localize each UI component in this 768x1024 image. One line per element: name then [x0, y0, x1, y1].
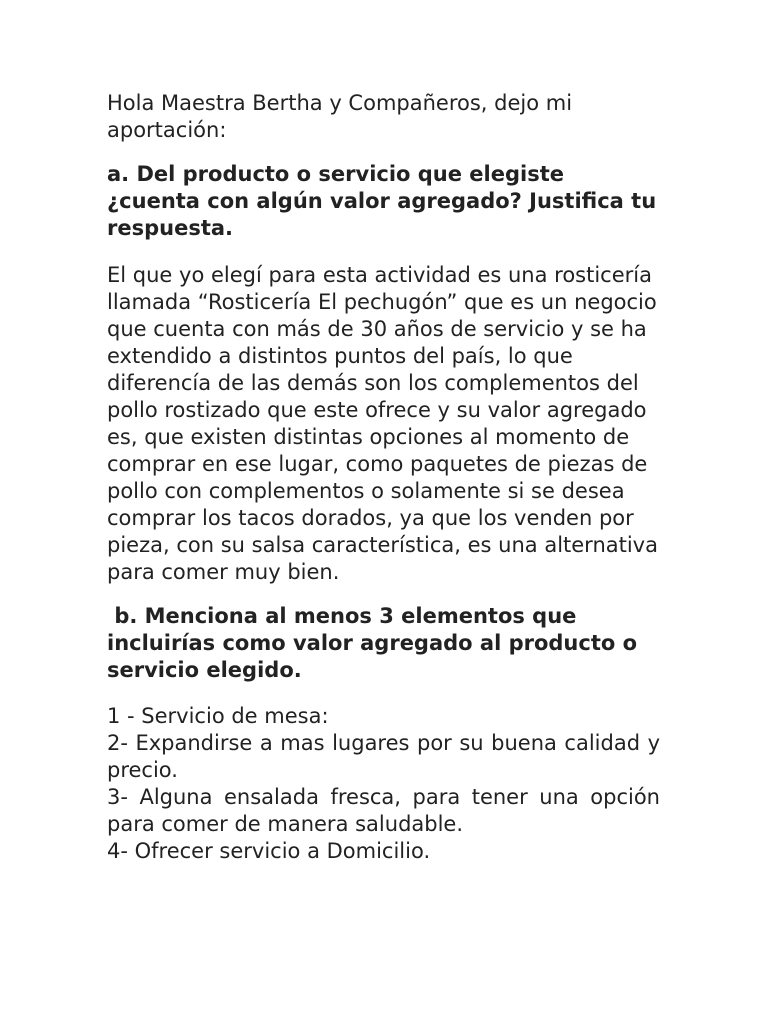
answer-a-paragraph: El que yo elegí para esta actividad es una rosticería llamada “Rosticería El pechugón” que es un negocio que cuenta con más de 30 años de servicio y se ha extendido a distintos puntos del país, lo que diferencía de las demás son los complementos del pollo rostizado que este ofrece y su valor agregado es, que existen distintas opciones al momento de comprar en ese lugar, como paquetes de piezas de pollo con complementos o solamente si se desea comprar los tacos dorados, ya que los venden por pieza, con su salsa característica, es una alternativa para comer muy bien. [107, 263, 658, 584]
list-item: 2- Expandirse a mas lugares por su buena calidad y precio. [107, 731, 660, 782]
list-item: 3- Alguna ensalada fresca, para tener una opción para comer de manera saludable. [107, 785, 660, 836]
list-item: 1 - Servicio de mesa: [107, 704, 329, 728]
answer-b-list [107, 703, 660, 865]
question-b-text: b. Menciona al menos 3 elementos que incluirías como valor agregado al producto o servicio elegido. [107, 604, 645, 682]
list-item: 4- Ofrecer servicio a Domicilio. [107, 839, 431, 863]
question-a-heading: a. Del producto o servicio que elegiste ¿cuenta con algún valor agregado? Justifica tu respuesta. [107, 162, 657, 240]
intro-text: Hola Maestra Bertha y Compañeros, dejo mi aportación: [107, 91, 573, 142]
question-b-heading [107, 603, 660, 684]
